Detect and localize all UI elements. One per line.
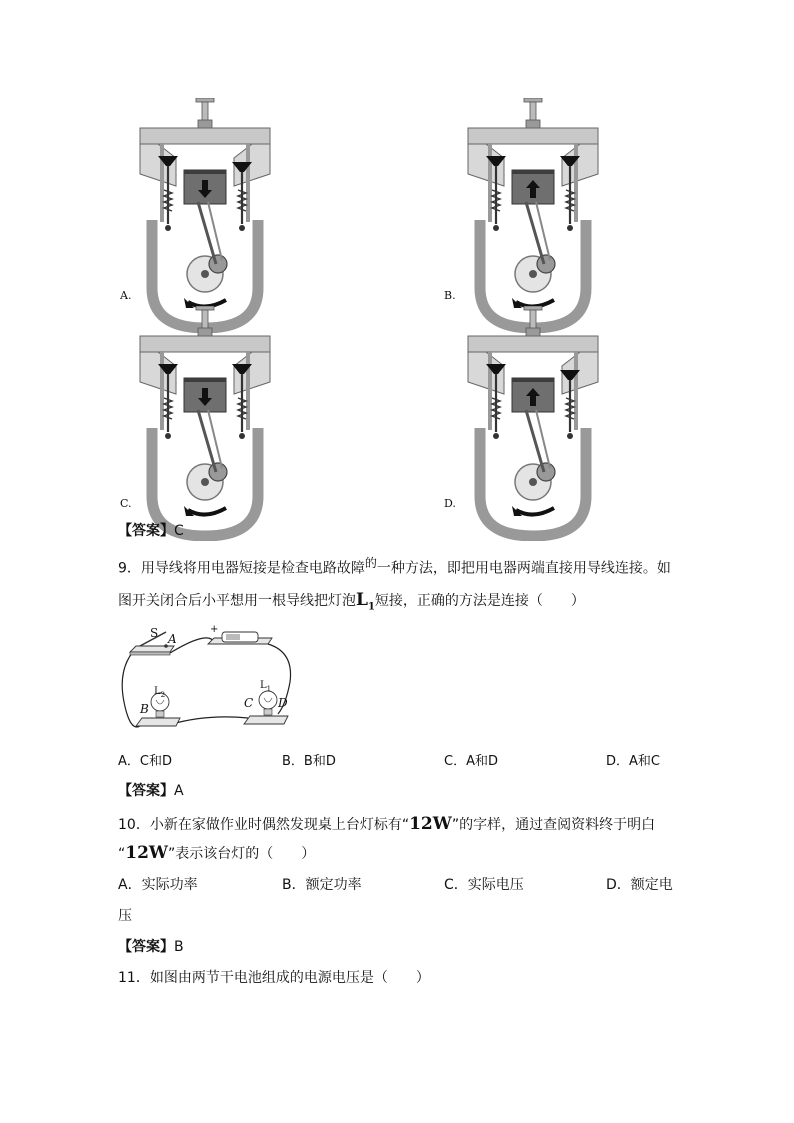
question-10-line-2 xyxy=(118,843,315,863)
answer-line xyxy=(118,780,184,800)
question-text: 图开关闭合后小平想用一根导线把灯泡 xyxy=(118,593,356,609)
option-d[interactable]: D．额定电 xyxy=(606,877,673,893)
question-text: 10．小新在家做作业时偶然发现桌上台灯标有“ xyxy=(118,817,410,833)
circuit-diagram xyxy=(118,622,298,738)
option-c[interactable]: C．A和D xyxy=(444,754,498,769)
option-label[interactable]: D. xyxy=(444,497,456,510)
point-b-label: B xyxy=(140,702,149,716)
question-text: 的 xyxy=(364,556,377,570)
engine-diagram-d xyxy=(464,306,604,541)
answer-value: A xyxy=(174,783,184,799)
point-a-label: A xyxy=(168,632,177,646)
answer-line xyxy=(118,520,184,540)
question-text: 9．用导线将用电器短接是检查电路故障 xyxy=(118,560,365,577)
lamp-l1-label: $L_1$ xyxy=(260,680,272,693)
answer-prefix: 【答案】 xyxy=(118,783,174,799)
question-text: 短接，正确的方法是连接（ ） xyxy=(374,593,585,609)
lamp-l2-label: $L_2$ xyxy=(154,686,166,699)
answer-value: B xyxy=(174,939,184,955)
engine-diagram-c xyxy=(136,306,276,541)
question-text: ”的字样，通过查阅资料终于明白 xyxy=(451,817,656,833)
option-c[interactable]: C．实际电压 xyxy=(444,877,524,893)
answer-prefix: 【答案】 xyxy=(118,939,174,955)
option-a[interactable]: A．C和D xyxy=(118,754,172,769)
question-text: “ xyxy=(118,846,126,862)
answer-value: C xyxy=(174,523,184,539)
option-label[interactable]: C. xyxy=(120,497,132,510)
point-c-label: C xyxy=(244,696,254,710)
plus-label: + xyxy=(210,624,219,635)
question-9-line-1 xyxy=(118,554,671,578)
option-label[interactable]: B. xyxy=(444,289,456,302)
switch-label: S xyxy=(150,626,159,640)
answer-prefix: 【答案】 xyxy=(118,523,174,539)
question-9-line-2 xyxy=(118,590,585,612)
option-label[interactable]: A. xyxy=(120,289,132,302)
point-d-label: D xyxy=(278,696,288,710)
option-a[interactable]: A．实际功率 xyxy=(118,877,198,893)
power-symbol: 12W xyxy=(409,814,452,834)
option-d[interactable]: D．A和C xyxy=(606,754,660,769)
option-b[interactable]: B．B和D xyxy=(282,754,336,769)
option-b[interactable]: B．额定功率 xyxy=(282,877,362,893)
l1-symbol: $L_1$ xyxy=(356,590,375,613)
question-text: ”表示该台灯的（ ） xyxy=(168,846,316,862)
question-text: 一种方法，即把用电器两端直接用导线连接。如 xyxy=(376,560,671,577)
option-d-wrap: 压 xyxy=(118,908,132,924)
engine-diagram-b xyxy=(464,98,604,333)
power-symbol: 12W xyxy=(125,843,169,863)
question-11-line-1: 11．如图由两节干电池组成的电源电压是（ ） xyxy=(118,970,430,986)
engine-diagram-a xyxy=(136,98,276,333)
question-10-line-1 xyxy=(118,814,655,834)
answer-line xyxy=(118,936,184,956)
